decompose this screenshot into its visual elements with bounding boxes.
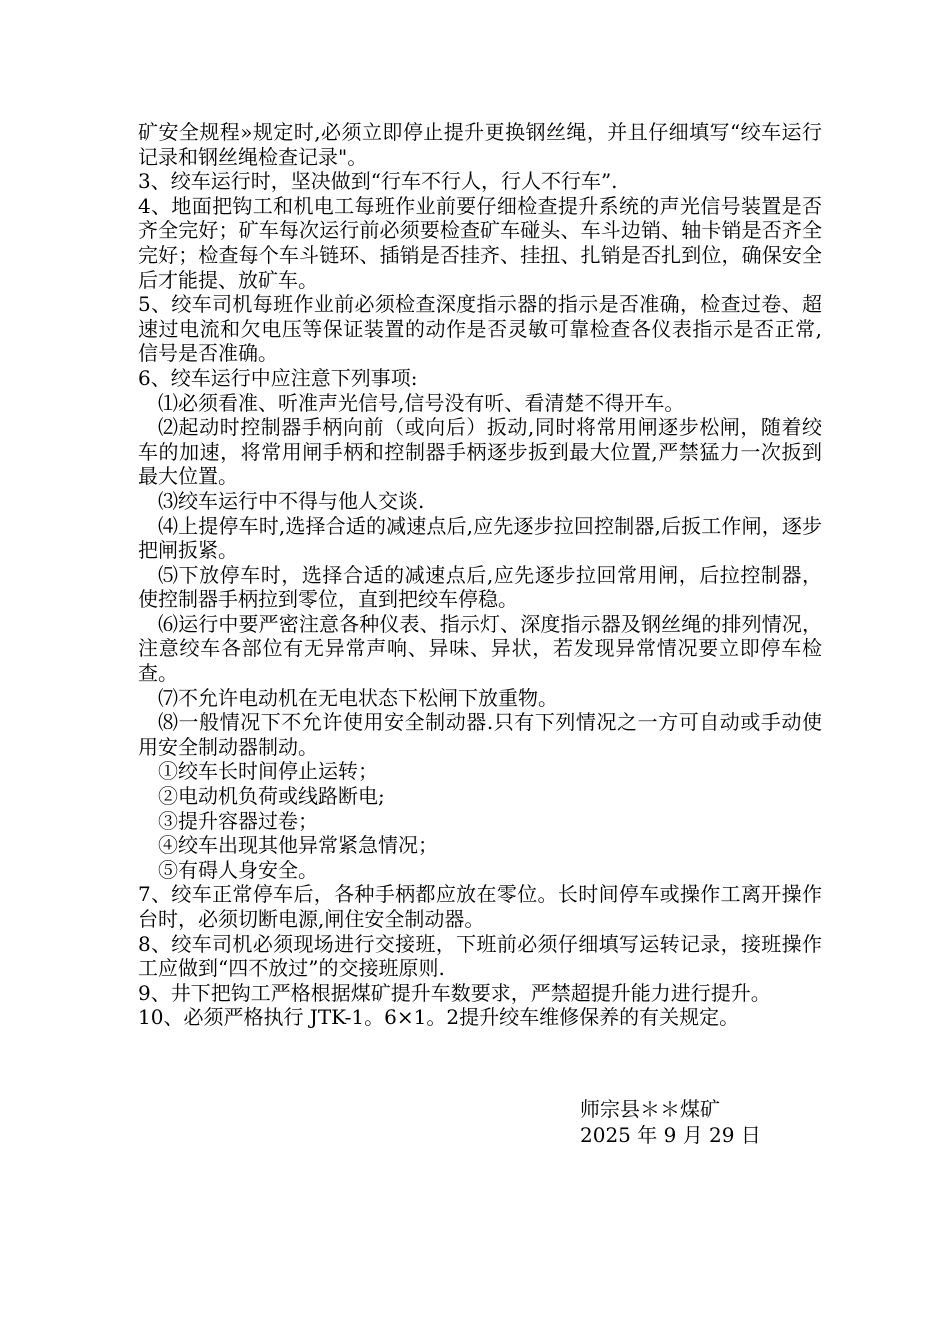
circled-item-1: ①绞车长时间停止运转； <box>158 759 378 784</box>
circled-item-2: ②电动机负荷或线路断电; <box>158 784 385 809</box>
paragraph-rule-7: 7、绞车正常停车后，各种手柄都应放在零位。长时间停车或操作工离开操作台时，必须切断电源,闸住安全制动器。 <box>138 882 822 931</box>
paragraph-rule-9: 9、井下把钩工严格根据煤矿提升车数要求，严禁超提升能力进行提升。 <box>138 980 771 1005</box>
document-body <box>138 120 822 1030</box>
sub-item-2: ⑵起动时控制器手柄向前（或向后）扳动,同时将常用闸逐步松闸，随着绞车的加速，将常用闸手柄和控制器手柄逐步扳到最大位置,严禁猛力一次扳到最大位置。 <box>138 415 822 489</box>
signature-organization: 师宗县＊＊煤矿 <box>580 1097 720 1121</box>
paragraph-rule-6: 6、绞车运行中应注意下列事项: <box>138 365 418 390</box>
sub-item-5: ⑸下放停车时，选择合适的减速点后,应先逐步拉回常用闸，后拉控制器，使控制器手柄拉到零位，直到把绞车停稳。 <box>138 562 822 612</box>
paragraph-rule-3: 3、绞车运行时，坚决做到“行车不行人，行人不行车”. <box>138 169 618 194</box>
paragraph-rules-intro: 矿安全规程»规定时,必须立即停止提升更换钢丝绳，并且仔细填写“绞车运行记录和钢丝绳检查记录"。 <box>138 120 822 169</box>
circled-item-3: ③提升容器过卷； <box>158 808 318 833</box>
circled-item-4: ④绞车出现其他异常紧急情况； <box>158 833 438 858</box>
paragraph-rule-8: 8、绞车司机必须现场进行交接班，下班前必须仔细填写运转记录，接班操作工应做到“四不放过”的交接班原则. <box>138 931 822 981</box>
signature-date: 2025 年 9 月 29 日 <box>580 1123 761 1147</box>
sub-item-7: ⑺不允许电动机在无电状态下松闸下放重物。 <box>158 685 558 710</box>
sub-item-1: ⑴必须看准、听准声光信号,信号没有听、看清楚不得开车。 <box>158 390 685 415</box>
signature-block <box>580 1096 761 1148</box>
paragraph-rule-10: 10、必须严格执行 JTK-1。6×1。2提升绞车维修保养的有关规定。 <box>138 1005 740 1030</box>
sub-item-3: ⑶绞车运行中不得与他人交谈. <box>158 488 425 513</box>
circled-item-5: ⑤有碍人身安全。 <box>158 857 318 882</box>
sub-item-8: ⑻一般情况下不允许使用安全制动器.只有下列情况之一方可自动或手动使用安全制动器制动。 <box>138 710 822 759</box>
paragraph-rule-4: 4、地面把钩工和机电工每班作业前要仔细检查提升系统的声光信号装置是否齐全完好；矿车每次运行前必须要检查矿车碰头、车斗边销、轴卡销是否齐全完好；检查每个车斗链环、插销是否挂齐、挂扭、扎销是否扎到位，确保安全后才能提、放矿车。 <box>138 193 822 292</box>
paragraph-rule-5: 5、绞车司机每班作业前必须检查深度指示器的指示是否准确，检查过卷、超速过电流和欠电压等保证装置的动作是否灵敏可靠检查各仪表指示是否正常,信号是否准确。 <box>138 292 822 366</box>
sub-item-6: ⑹运行中要严密注意各种仪表、指示灯、深度指示器及钢丝绳的排列情况，注意绞车各部位有无异常声响、异味、异状，若发现异常情况要立即停车检查。 <box>138 611 822 686</box>
sub-item-4: ⑷上提停车时,选择合适的减速点后,应先逐步拉回控制器,后扳工作闸，逐步把闸扳紧。 <box>138 513 822 563</box>
